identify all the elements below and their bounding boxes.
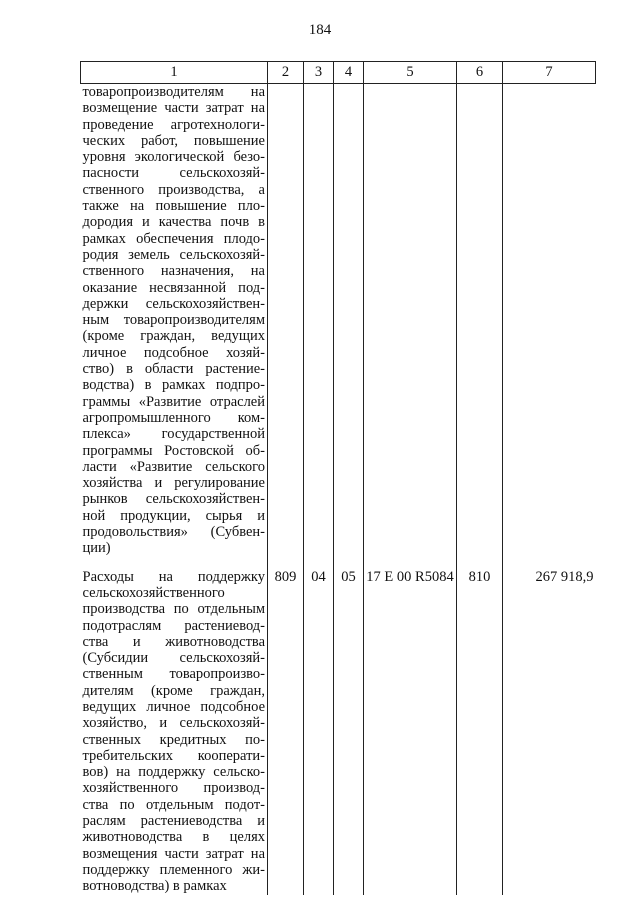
description-line: ственным товаропроизво- [82, 666, 265, 683]
target-article-cell: 17 Е 00 R5084 [364, 569, 457, 895]
ministry-code-cell: 809 [268, 569, 304, 895]
table-row [81, 569, 596, 895]
description-line: родия земель сельскохозяй- [82, 246, 265, 263]
amount-cell [503, 84, 596, 557]
description-line: хозяйства и регулирование [82, 475, 265, 492]
description-line: ственного производства, а [82, 181, 265, 198]
description-line: рамках обеспечения плодо- [82, 230, 265, 247]
description-line: животноводства в целях [82, 829, 265, 846]
description-line: хозяйственного производ- [82, 780, 265, 797]
description-line: пасности сельскохозяй- [82, 165, 265, 182]
description-cell [81, 569, 268, 895]
column-header: 1 [81, 62, 268, 84]
description-line: уровня экологической безо- [82, 149, 265, 166]
spacer-cell [457, 557, 503, 569]
column-header: 3 [304, 62, 334, 84]
budget-table [80, 61, 596, 895]
description-line: водства) в рамках подпро- [82, 377, 265, 394]
description-line: оказание несвязанной под- [82, 279, 265, 296]
row-spacer [81, 557, 596, 569]
description-line: хозяйство, и сельскохозяй- [82, 715, 265, 732]
description-line: подотраслям растениевод- [82, 617, 265, 634]
description-line: проведение агротехнологи- [82, 116, 265, 133]
description-line: возмещение части затрат на [82, 100, 265, 117]
description-line: ческих работ, повышение [82, 132, 265, 149]
description-line: производства по отдельным [82, 601, 265, 618]
description-line: (Субсидии сельскохозяй- [82, 650, 265, 667]
description-line: Расходы на поддержку [82, 568, 265, 585]
amount-cell: 267 918,9 [503, 569, 596, 895]
subsection-code-cell [334, 84, 364, 557]
description-line: сельскохозяйственного [82, 584, 225, 601]
column-header: 5 [364, 62, 457, 84]
description-line: вов) на поддержку сельско- [82, 764, 265, 781]
table-header-row [81, 62, 596, 84]
description-line: плекса» государственной [82, 426, 265, 443]
description-line: ство) в области растение- [82, 361, 265, 378]
subsection-code-cell: 05 [334, 569, 364, 895]
spacer-cell [364, 557, 457, 569]
spacer-cell [268, 557, 304, 569]
spacer-cell [503, 557, 596, 569]
description-line: ласти «Развитие сельского [82, 458, 265, 475]
description-line: поддержку племенного жи- [82, 861, 265, 878]
description-line: вотноводства) в рамках [82, 878, 227, 895]
column-header: 4 [334, 62, 364, 84]
description-line: ным товаропроизводителям [82, 312, 265, 329]
description-cell [81, 84, 268, 557]
description-line: держки сельскохозяйствен- [82, 295, 265, 312]
description-line: личное подсобное хозяй- [82, 344, 265, 361]
description-line: дителям (кроме граждан, [82, 682, 265, 699]
description-line: ведущих личное подсобное [82, 698, 265, 715]
section-code-cell [304, 84, 334, 557]
section-code-cell: 04 [304, 569, 334, 895]
description-line: граммы «Развитие отраслей [82, 393, 265, 410]
expense-type-cell [457, 84, 503, 557]
table-row [81, 84, 596, 557]
column-header: 7 [503, 62, 596, 84]
description-line: ственного назначения, на [82, 263, 265, 280]
description-line: раслям растениеводства и [82, 813, 265, 830]
description-line: товаропроизводителям на [82, 84, 265, 100]
description-line: ства и животноводства [82, 633, 265, 650]
description-line: дородия и качества почв в [82, 214, 265, 231]
target-article-cell [364, 84, 457, 557]
spacer-cell [81, 557, 268, 569]
description-line: (кроме граждан, ведущих [82, 328, 265, 345]
description-line: также на повышение пло- [82, 198, 265, 215]
description-line: возмещения части затрат на [82, 845, 265, 862]
description-line: программы Ростовской об- [82, 442, 265, 459]
column-header: 2 [268, 62, 304, 84]
description-line: продовольствия» (Субвен- [82, 524, 265, 541]
spacer-cell [334, 557, 364, 569]
description-line: рынков сельскохозяйствен- [82, 491, 265, 508]
column-header: 6 [457, 62, 503, 84]
ministry-code-cell [268, 84, 304, 557]
spacer-cell [304, 557, 334, 569]
description-line: требительских кооперати- [82, 747, 265, 764]
page-number: 184 [308, 22, 332, 38]
description-line: ства по отдельным подот- [82, 796, 265, 813]
description-line: ной продукции, сырья и [82, 507, 265, 524]
expense-type-cell: 810 [457, 569, 503, 895]
description-line: ственных кредитных по- [82, 731, 265, 748]
description-line: ции) [82, 540, 111, 557]
description-line: агропромышленного ком- [82, 409, 265, 426]
